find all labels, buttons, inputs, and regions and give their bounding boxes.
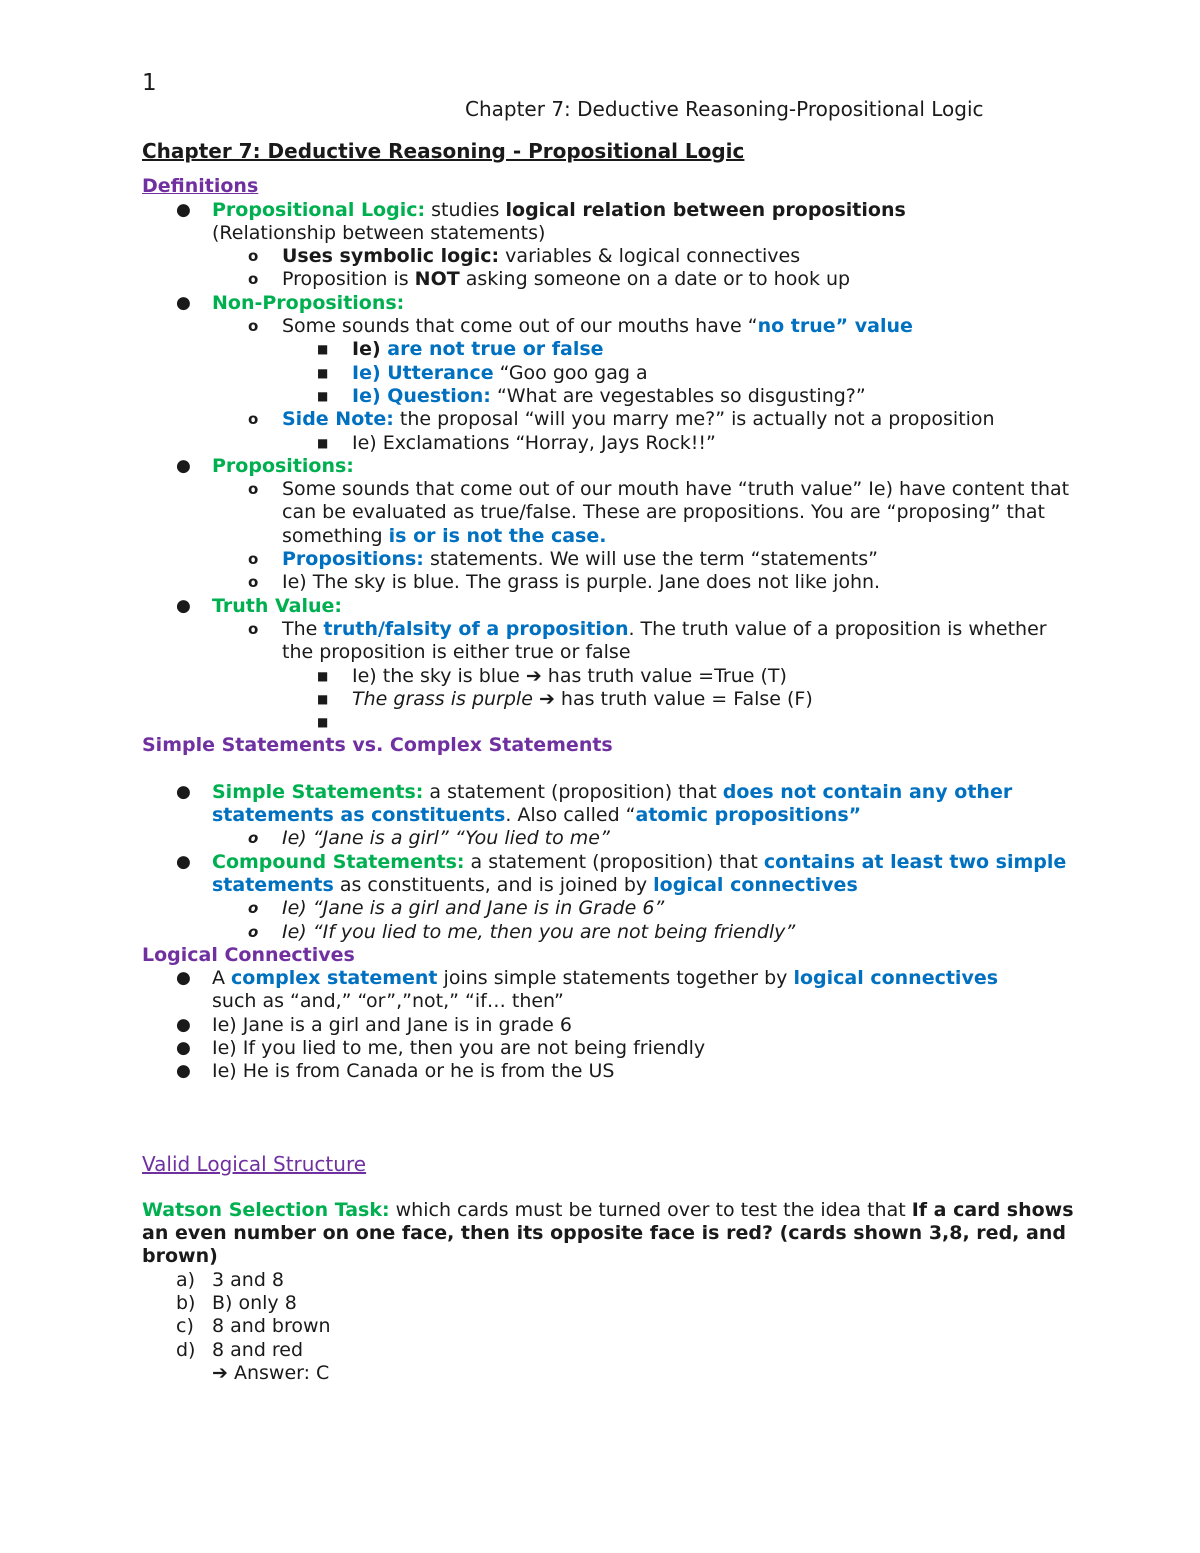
circle-bullet-icon: o (248, 550, 259, 569)
circle-bullet-icon: o (248, 899, 259, 918)
list-item: o The truth/falsity of a proposition. The truth value of a proposition is whether the proposition is either true or false (248, 617, 1047, 664)
circle-bullet-icon: o (248, 619, 259, 638)
bullet-icon: ● (176, 595, 191, 616)
simple-statements-heading: Simple Statements vs. Complex Statements (142, 734, 613, 757)
list-item: c) 8 and brown (176, 1315, 331, 1338)
list-item: o Propositions: statements. We will use the term “statements” (248, 548, 879, 571)
document-body (142, 140, 1082, 1385)
square-bullet-icon: ■ (317, 365, 329, 380)
list-item: ● Propositional Logic: studies logical relation between propositions (Relationship between statements) (176, 198, 906, 244)
list-item: o Ie) “Jane is a girl” “You lied to me” (248, 827, 610, 850)
list-item: ■ Ie) Exclamations “Horray, Jays Rock!!” (317, 431, 716, 454)
bullet-icon: ● (176, 1037, 191, 1058)
circle-bullet-icon: o (248, 829, 259, 848)
circle-bullet-icon: o (248, 480, 259, 499)
list-item: ● Non-Propositions: (176, 291, 405, 314)
list-item: o Ie) “Jane is a girl and Jane is in Grade 6” (248, 897, 665, 920)
list-item: o Proposition is NOT asking someone on a date or to hook up (248, 268, 851, 291)
list-item: ● Ie) Jane is a girl and Jane is in grade 6 (176, 1013, 572, 1036)
list-item: ● Propositions: (176, 454, 354, 477)
square-bullet-icon: ■ (317, 342, 329, 357)
logical-connectives-heading: Logical Connectives (142, 943, 355, 966)
bullet-icon: ● (176, 1061, 191, 1082)
bullet-icon: ● (176, 781, 191, 802)
list-item: o Ie) The sky is blue. The grass is purple. Jane does not like john. (248, 571, 881, 594)
arrow-icon: ➔ (525, 664, 542, 687)
list-item: ● Simple Statements: a statement (proposition) that does not contain any other statements as constituents. Also called “atomic propositions” (176, 780, 1013, 827)
circle-bullet-icon: o (248, 270, 259, 289)
square-bullet-icon: ■ (317, 435, 329, 450)
list-item: a) 3 and 8 (176, 1268, 285, 1291)
circle-bullet-icon: o (248, 247, 259, 266)
square-bullet-icon: ■ (317, 691, 329, 706)
list-item: o Uses symbolic logic: variables & logical connectives (248, 245, 801, 268)
bullet-icon: ● (176, 199, 191, 220)
list-item: b) B) only 8 (176, 1292, 297, 1315)
list-item: ● Compound Statements: a statement (proposition) that contains at least two simple statements as constituents, and is joined by logical connectives (176, 850, 1067, 896)
list-item: o Some sounds that come out of our mouth have “truth value” Ie) have content that can be evaluated as true/false. These are propositions. You are “proposing” that something is or is not the case. (248, 478, 1070, 547)
circle-bullet-icon: o (248, 573, 259, 592)
square-bullet-icon: ■ (317, 715, 329, 730)
list-item: ■ Ie) Utterance “Goo goo gag a (317, 361, 648, 384)
list-item: ■ The grass is purple ➔ has truth value = False (F) (317, 687, 813, 710)
square-bullet-icon: ■ (317, 668, 329, 683)
circle-bullet-icon: o (248, 922, 259, 941)
list-item: ● Ie) If you lied to me, then you are not being friendly (176, 1036, 706, 1059)
list-item: ■ Ie) Question: “What are vegestables so disgusting?” (317, 384, 866, 407)
valid-structure-heading: Valid Logical Structure (142, 1151, 367, 1176)
list-item: d) 8 and red (176, 1338, 304, 1361)
answer-line: ➔ Answer: C (212, 1361, 330, 1384)
bullet-icon: ● (176, 455, 191, 476)
definitions-heading: Definitions (142, 175, 259, 198)
list-item: o Ie) “If you lied to me, then you are not being friendly” (248, 920, 796, 943)
list-item: ● A complex statement joins simple statements together by logical connectives such as “and,” “or”,”not,” “if… then” (176, 967, 999, 1013)
bullet-icon: ● (176, 292, 191, 313)
bullet-icon: ● (176, 1014, 191, 1035)
list-item: ● Ie) He is from Canada or he is from the US (176, 1060, 615, 1083)
list-item: o Side Note: the proposal “will you marry me?” is actually not a proposition (248, 408, 995, 431)
arrow-icon: ➔ (212, 1361, 228, 1384)
arrow-icon: ➔ (538, 687, 555, 710)
watson-task: Watson Selection Task: which cards must be turned over to test the idea that If a card shows an even number on one face, then its opposite face is red? (cards shown 3,8, red, and brown) (142, 1198, 1074, 1268)
list-item: o Some sounds that come out of our mouths have “no true” value (248, 315, 913, 338)
list-item: ■ Ie) the sky is blue ➔ has truth value =True (T) (317, 664, 787, 687)
list-item: ● Truth Value: (176, 594, 343, 617)
list-item: ■ Ie) are not true or false (317, 338, 604, 361)
page-number: 1 (142, 70, 157, 96)
document-title: Chapter 7: Deductive Reasoning - Propositional Logic (142, 139, 745, 163)
running-header: Chapter 7: Deductive Reasoning-Propositional Logic (465, 97, 984, 121)
list-item (142, 711, 1082, 734)
circle-bullet-icon: o (248, 410, 259, 429)
bullet-icon: ● (176, 851, 191, 872)
bullet-icon: ● (176, 968, 191, 989)
square-bullet-icon: ■ (317, 388, 329, 403)
circle-bullet-icon: o (248, 317, 259, 336)
